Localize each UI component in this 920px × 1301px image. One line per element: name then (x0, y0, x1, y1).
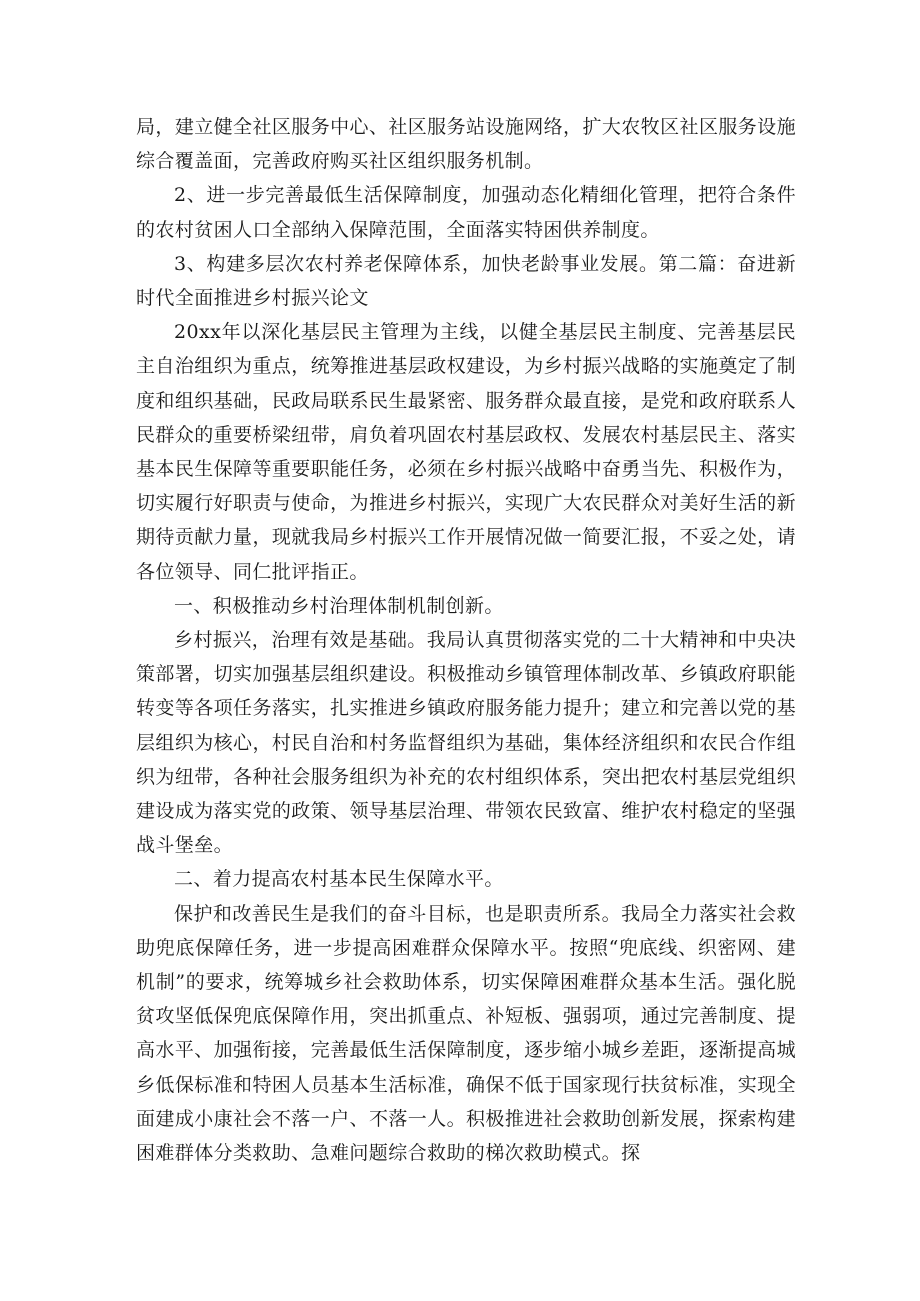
document-body (136, 110, 796, 1170)
paragraph-intro: 20xx年以深化基层民主管理为主线，以健全基层民主制度、完善基层民主自治组织为重点，统筹推进基层政权建设，为乡村振兴战略的实施奠定了制度和组织基础，民政局联系民生最紧密、服务群众最直接，是党和政府联系人民群众的重要桥梁纽带，肩负着巩固农村基层政权、发展农村基层民主、落实基本民生保障等重要职能任务，必须在乡村振兴战略中奋勇当先、积极作为，切实履行好职责与使命，为推进乡村振兴，实现广大农民群众对美好生活的新期待贡献力量，现就我局乡村振兴工作开展情况做一简要汇报，不妥之处，请各位领导、同仁批评指正。 (136, 321, 796, 583)
paragraph-continuation: 局，建立健全社区服务中心、社区服务站设施网络，扩大农牧区社区服务设施综合覆盖面，完善政府购买社区组织服务机制。 (136, 116, 796, 173)
paragraph-governance: 乡村振兴，治理有效是基础。我局认真贯彻落实党的二十大精神和中央决策部署，切实加强基层组织建设。积极推动乡镇管理体制改革、乡镇政府职能转变等各项任务落实，扎实推进乡镇政府服务能力提升；建立和完善以党的基层组织为核心，村民自治和村务监督组织为基础，集体经济组织和农民合作组织为纽带，各种社会服务组织为补充的农村组织体系，突出把农村基层党组织建设成为落实党的政策、领导基层治理、带领农民致富、维护农村稳定的坚强战斗堡垒。 (136, 629, 796, 857)
paragraph-item-2: 2、进一步完善最低生活保障制度，加强动态化精细化管理，把符合条件的农村贫困人口全部纳入保障范围，全面落实特困供养制度。 (136, 184, 796, 241)
paragraph-livelihood: 保护和改善民生是我们的奋斗目标，也是职责所系。我局全力落实社会救助兜底保障任务，进一步提高困难群众保障水平。按照“兜底线、织密网、建机制”的要求，统筹城乡社会救助体系，切实保障困难群众基本生活。强化脱贫攻坚低保兜底保障作用，突出抓重点、补短板、强弱项，通过完善制度、提高水平、加强衔接，完善最低生活保障制度，逐步缩小城乡差距，逐渐提高城乡低保标准和特困人员基本生活标准，确保不低于国家现行扶贫标准，实现全面建成小康社会不落一户、不落一人。积极推进社会救助创新发展，探索构建困难群体分类救助、急难问题综合救助的梯次救助模式。探 (136, 902, 796, 1165)
section-heading-2: 二、着力提高农村基本民生保障水平。 (174, 868, 504, 891)
paragraph-item-3: 3、构建多层次农村养老保障体系，加快老龄事业发展。第二篇：奋进新时代全面推进乡村振兴论文 (136, 252, 796, 310)
section-heading-1: 一、积极推动乡村治理体制机制创新。 (174, 594, 504, 617)
